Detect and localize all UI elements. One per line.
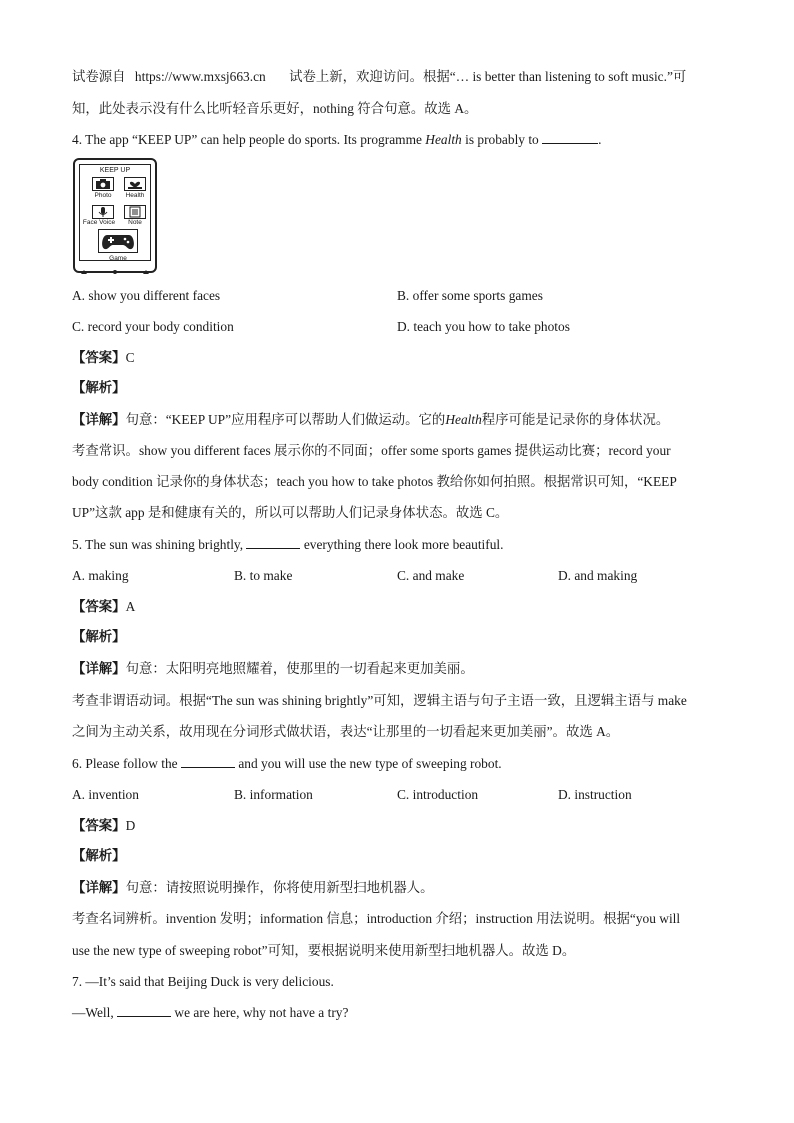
q4-analysis-label: 【解析】 <box>72 381 126 396</box>
q5-detail-2: 考查非谓语动词。根据“The sun was shining brightly”可知，逻辑主语与句子主语一致，且逻辑主语与 make <box>72 693 687 708</box>
intro-line-2: 知，此处表示没有什么比听轻音乐更好，nothing 符合句意。故选 A。 <box>72 101 478 116</box>
answer-label: 【答案】 <box>72 600 126 615</box>
q6-detail-3: use the new type of sweeping robot”可知，要根据说明来使用新型扫地机器人。故选 D。 <box>72 943 576 958</box>
q4-stem-italic: Health <box>425 132 462 147</box>
tile-label-photo: Photo <box>94 192 112 199</box>
q6-answer <box>72 817 135 836</box>
q4-stem-text: 4. The app “KEEP UP” can help people do sports. Its programme <box>72 132 422 147</box>
q6-option-c: C. introduction <box>397 787 479 802</box>
q4-option-c: C. record your body condition <box>72 319 234 334</box>
q4-detail-1 <box>72 411 669 430</box>
q7-line-1: 7. —It’s said that Beijing Duck is very delicious. <box>72 974 334 989</box>
q6-option-b: B. information <box>234 787 313 802</box>
tile-label-note: Note <box>128 219 142 226</box>
answer-blank <box>117 1004 171 1017</box>
q7-line-2 <box>72 1004 348 1022</box>
q5-detail-1 <box>72 660 474 679</box>
intro-text: 试卷上新，欢迎访问。根据“… is better than listening to soft music.”可 <box>289 69 687 84</box>
answer-blank <box>181 755 235 768</box>
answer-blank <box>542 131 598 144</box>
intro-line-1 <box>72 68 686 86</box>
answer-label: 【答案】 <box>72 819 126 834</box>
answer-value: A <box>125 599 136 614</box>
answer-blank <box>246 536 300 549</box>
q6-stem-text-2: and you will use the new type of sweeping robot. <box>238 756 502 771</box>
detail-text: 句意：请按照说明操作，你将使用新型扫地机器人。 <box>125 880 434 895</box>
q5-option-d: D. and making <box>558 568 638 583</box>
q4-detail-2: 考查常识。show you different faces 展示你的不同面；offer some sports games 提供运动比赛；record your <box>72 443 671 458</box>
q5-analysis-label: 【解析】 <box>72 630 126 645</box>
q4-option-b: B. offer some sports games <box>397 288 543 303</box>
q6-option-a: A. invention <box>72 787 139 802</box>
phone-footer <box>75 263 155 269</box>
q5-option-b: B. to make <box>234 568 293 583</box>
intro-source-url[interactable]: https://www.mxsj663.cn <box>134 69 266 84</box>
q5-stem-text: 5. The sun was shining brightly, <box>72 537 244 552</box>
answer-value: C <box>125 350 135 365</box>
phone-screen <box>79 164 151 261</box>
q5-detail-3: 之间为主动关系，故用现在分词形式做状语，表达“让那里的一切看起来更加美丽”。故选 A。 <box>72 724 620 739</box>
q6-detail-1 <box>72 879 434 898</box>
q5-option-a: A. making <box>72 568 129 583</box>
q6-stem <box>72 755 502 773</box>
q4-stem <box>72 131 601 149</box>
q4-option-a: A. show you different faces <box>72 288 221 303</box>
detail-label: 【详解】 <box>72 881 126 896</box>
detail-label: 【详解】 <box>72 662 126 677</box>
tile-label-health: Health <box>125 192 145 199</box>
q4-detail-4: UP”这款 app 是和健康有关的，所以可以帮助人们记录身体状态。故选 C。 <box>72 505 509 520</box>
q5-answer <box>72 598 135 617</box>
detail-text: 句意：“KEEP UP”应用程序可以帮助人们做运动。它的 <box>125 412 446 427</box>
q7-text-2: we are here, why not have a try? <box>174 1005 349 1020</box>
detail-text-2: 程序可能是记录你的身体状况。 <box>481 412 670 427</box>
q6-analysis-label: 【解析】 <box>72 849 126 864</box>
camera-icon <box>92 177 114 191</box>
q5-option-c: C. and make <box>397 568 465 583</box>
q7-text: —Well, <box>72 1005 114 1020</box>
q4-option-d: D. teach you how to take photos <box>397 319 570 334</box>
q6-detail-2: 考查名词辨析。invention 发明；information 信息；introduction 介绍；instruction 用法说明。根据“you will <box>72 911 681 926</box>
q4-answer <box>72 349 135 368</box>
detail-label: 【详解】 <box>72 413 126 428</box>
tile-label-face-voice: Face Voice <box>82 219 116 226</box>
q4-stem-text-2: is probably to <box>465 132 539 147</box>
microphone-icon <box>92 205 114 219</box>
detail-text: 句意：太阳明亮地照耀着，使那里的一切看起来更加美丽。 <box>125 661 474 676</box>
q5-stem <box>72 536 504 554</box>
keep-up-phone-illustration <box>73 158 157 273</box>
answer-value: D <box>125 818 136 833</box>
tile-label-game: Game <box>109 255 127 262</box>
heart-hand-icon <box>124 177 146 191</box>
phone-app-title: KEEP UP <box>99 167 131 174</box>
q5-stem-text-2: everything there look more beautiful. <box>303 537 504 552</box>
detail-italic: Health <box>445 412 482 427</box>
q6-option-d: D. instruction <box>558 787 632 802</box>
intro-source-label: 试卷源自 <box>72 69 126 84</box>
gamepad-icon <box>98 229 138 253</box>
answer-label: 【答案】 <box>72 351 126 366</box>
q4-detail-3: body condition 记录你的身体状态；teach you how to take photos 教给你如何拍照。根据常识可知，“KEEP <box>72 474 677 489</box>
note-icon <box>124 205 146 219</box>
q6-stem-text: 6. Please follow the <box>72 756 178 771</box>
q4-stem-end: . <box>598 132 602 147</box>
